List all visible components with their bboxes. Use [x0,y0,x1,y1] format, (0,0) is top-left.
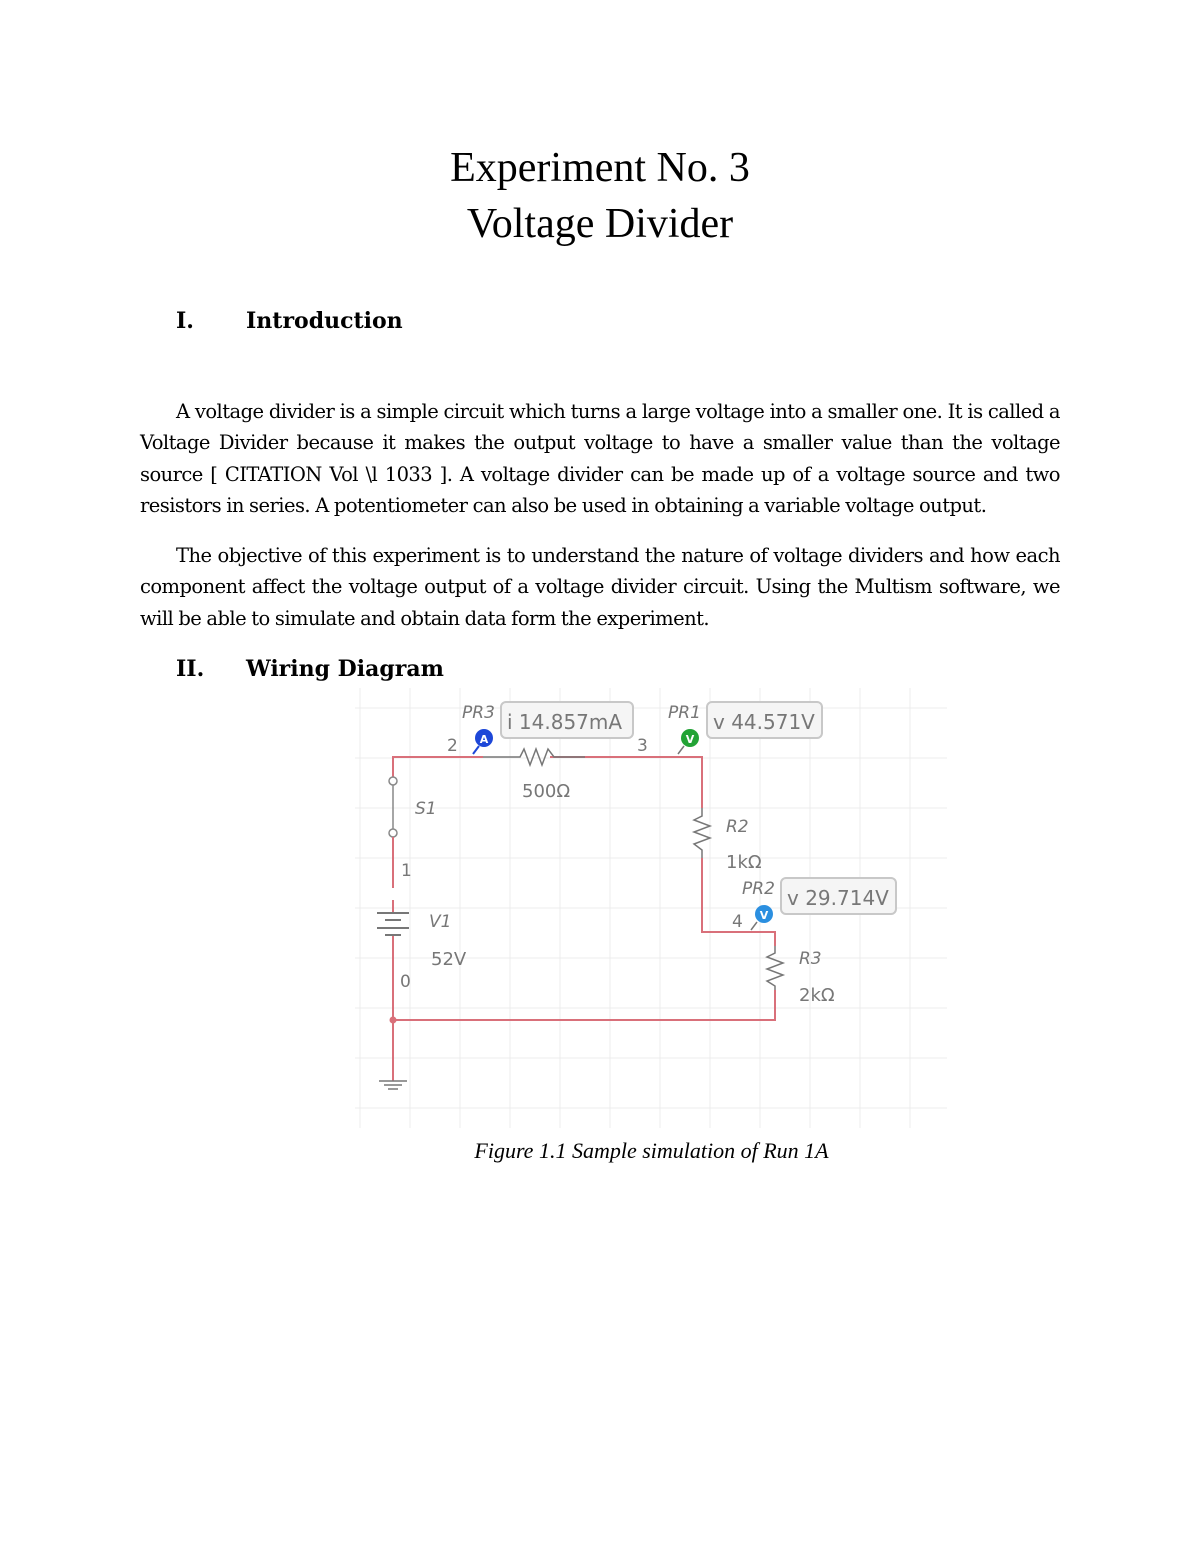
node-label: 1 [401,861,412,881]
section-number: II. [176,656,205,682]
probe-readout: v 29.714V [787,886,889,910]
probe-type-letter: V [759,909,769,922]
paragraph-objective-text: The objective of this experiment is to understand the nature of voltage dividers and how each component affect the voltage output of a voltage divider circuit. Using the Multism software, we will be able to simulate and obtain data form the experiment. [140,544,1060,630]
ground-symbol [379,1081,407,1089]
paragraph-intro-text: A voltage divider is a simple circuit which turns a large voltage into a smaller one. It is called a Voltage Divider because it makes the output voltage to have a smaller value than the voltage source [ CITATION Vol \l 1033 ]. A voltage divider can be made up of a voltage source and two resistors in series. A potentiometer can also be used in obtaining a variable voltage output. [140,400,1060,517]
node-label: 4 [732,912,743,932]
title-line-2: Voltage Divider [466,201,734,247]
probe-label: PR1 [668,703,701,723]
probe-type-letter: A [479,733,489,746]
node-label: 3 [637,736,648,756]
resistor-r3-symbol [767,946,783,990]
source-label: V1 [429,912,452,932]
section-label: Introduction [246,308,403,334]
resistor-r2-symbol [694,808,710,858]
node-label: 0 [400,972,411,992]
section-heading-introduction [176,308,403,334]
probe-tip [751,922,757,930]
probe-pr3[interactable] [462,702,633,754]
probe-pr2[interactable] [742,878,896,930]
probe-readout: i 14.857mA [507,710,623,734]
probe-readout: v 44.571V [713,710,815,734]
resistor-r3-label: R3 [799,949,822,969]
probe-label: PR3 [462,703,495,723]
title-line-1: Experiment No. 3 [450,145,750,191]
probe-tip [678,746,684,754]
paragraph-objective [140,540,1060,634]
section-label: Wiring Diagram [246,656,444,682]
resistor-r2-label: R2 [726,817,749,837]
resistor-r1-value: 500Ω [522,781,571,802]
resistor-r3-value: 2kΩ [799,985,835,1006]
battery-symbol [377,913,409,935]
section-heading-wiring [176,656,444,682]
switch-symbol [389,777,397,888]
probe-label: PR2 [742,879,775,899]
switch-label: S1 [415,799,437,819]
figure-caption: Figure 1.1 Sample simulation of Run 1A [474,1138,829,1163]
resistor-r2-value: 1kΩ [726,852,762,873]
paragraph-intro [140,396,1060,521]
probe-pr1[interactable] [668,702,822,754]
probe-type-letter: V [685,733,695,746]
resistor-r1-symbol [483,749,585,765]
junction-dot [390,1017,397,1024]
section-number: I. [176,308,194,334]
node-label: 2 [447,736,458,756]
source-value: 52V [431,949,467,970]
wiring-diagram [355,688,947,1128]
probe-tip [473,746,479,754]
